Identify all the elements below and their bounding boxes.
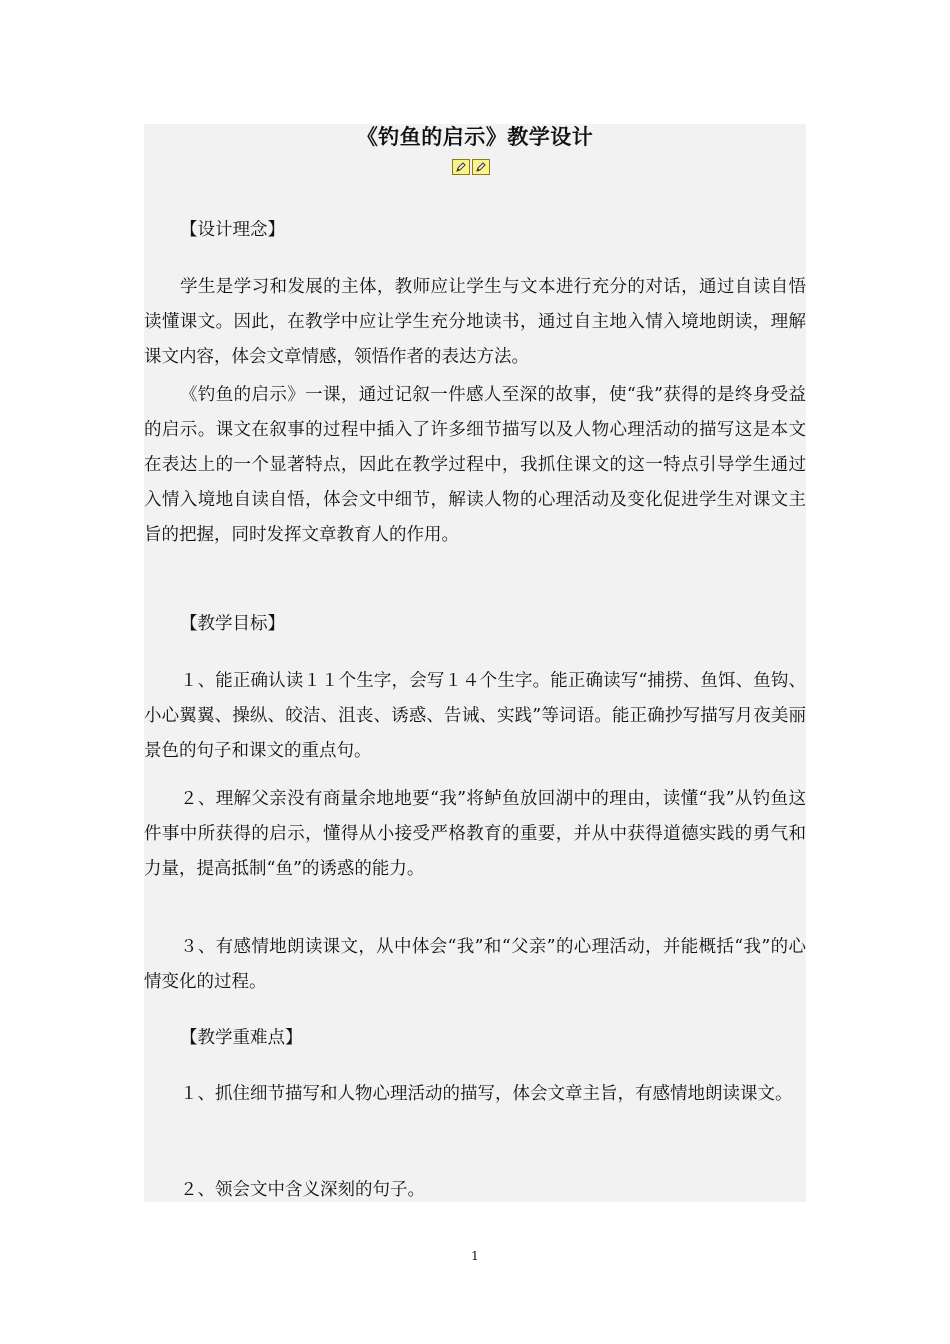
goal-item: １、能正确认读１１个生字，会写１４个生字。能正确读写“捕捞、鱼饵、鱼钩、小心翼翼、操纵、皎洁、沮丧、诱惑、告诫、实践”等词语。能正确抄写描写月夜美丽景色的句子和课文的重点句。 — [144, 671, 806, 761]
document-content — [144, 124, 806, 1202]
key-point-item: １、抓住细节描写和人物心理活动的描写，体会文章主旨，有感情地朗读课文。 — [180, 1084, 793, 1104]
goal-item: ２、理解父亲没有商量余地地要“我”将鲈鱼放回湖中的理由，读懂“我”从钓鱼这件事中所获得的启示，懂得从小接受严格教育的重要，并从中获得道德实践的勇气和力量，提高抵制“鱼”的诱惑的能力。 — [144, 789, 806, 879]
paragraph: 《钓鱼的启示》一课，通过记叙一件感人至深的故事，使“我”获得的是终身受益的启示。课文在叙事的过程中插入了许多细节描写以及人物心理活动的描写这是本文在表达上的一个显著特点，因此在教学过程中，我抓住课文的这一特点引导学生通过入情入境地自读自悟，体会文中细节，解读人物的心理活动及变化促进学生对课文主旨的把握，同时发挥文章教育人的作用。 — [144, 385, 806, 545]
paragraph: 学生是学习和发展的主体，教师应让学生与文本进行充分的对话，通过自读自悟读懂课文。因此，在教学中应让学生充分地读书，通过自主地入情入境地朗读，理解课文内容，体会文章情感，领悟作者的表达方法。 — [144, 277, 806, 367]
heading-teaching-goals: 【教学目标】 — [180, 614, 285, 634]
heading-key-points: 【教学重难点】 — [180, 1028, 303, 1048]
title-icons — [452, 159, 490, 175]
key-point-item: ２、领会文中含义深刻的句子。 — [180, 1180, 425, 1200]
pencil-edit-icon-2[interactable] — [472, 159, 490, 175]
pencil-edit-icon[interactable] — [452, 159, 470, 175]
goal-item: ３、有感情地朗读课文，从中体会“我”和“父亲”的心理活动，并能概括“我”的心情变化的过程。 — [144, 937, 806, 992]
heading-design-concept: 【设计理念】 — [180, 220, 285, 240]
page-number: 1 — [471, 1249, 479, 1263]
document-title: 《钓鱼的启示》教学设计 — [356, 124, 594, 149]
